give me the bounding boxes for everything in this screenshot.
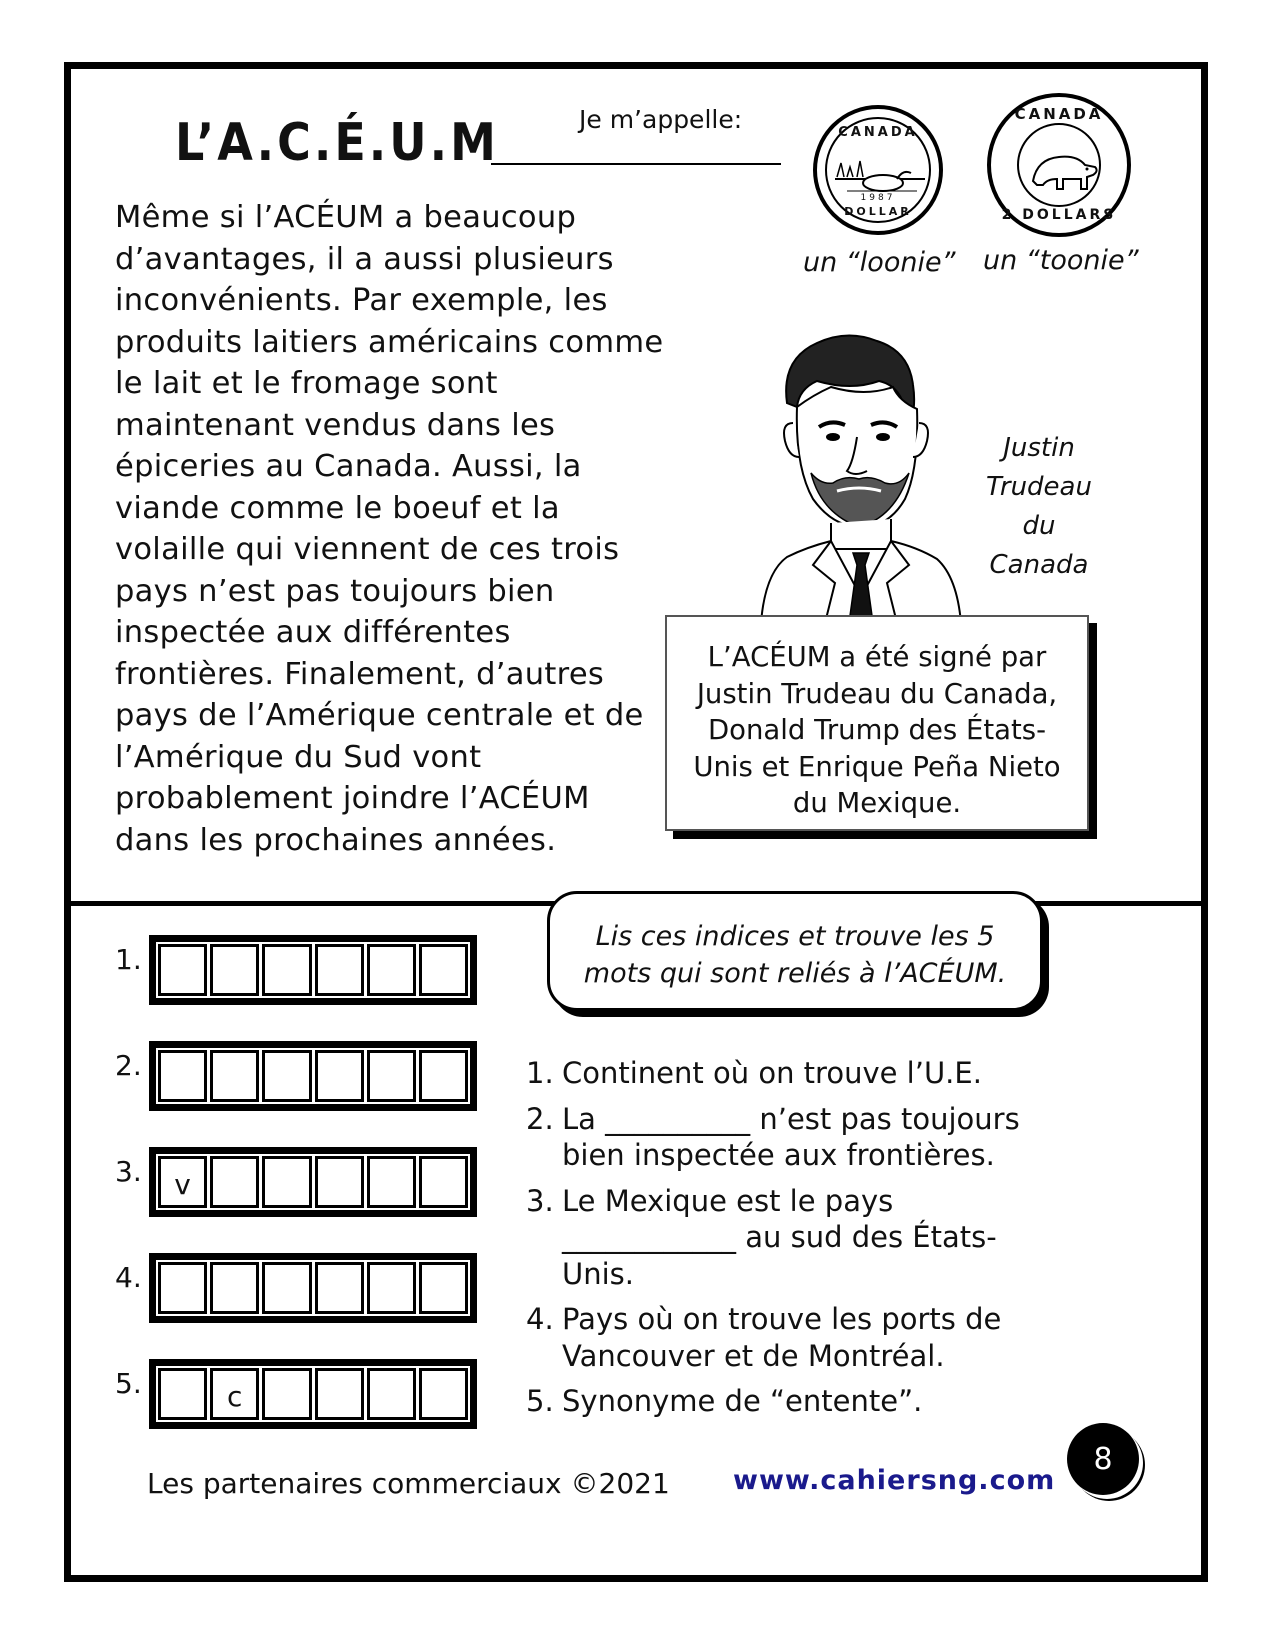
loonie-top-text: CANADA bbox=[838, 125, 918, 140]
portrait-illustration bbox=[731, 323, 1001, 623]
letter-cell[interactable] bbox=[210, 1262, 259, 1314]
clue-line: Pays où on trouve les ports de bbox=[562, 1302, 1002, 1336]
signatories-line: Donald Trump des États- bbox=[707, 714, 1047, 746]
loonie-coin-icon bbox=[813, 105, 943, 235]
clue-item bbox=[526, 1101, 1086, 1174]
clue-item bbox=[526, 1183, 1086, 1293]
paragraph-line: inspectée aux différentes bbox=[115, 615, 511, 650]
clue-number: 5. bbox=[526, 1384, 554, 1418]
letter-boxes bbox=[149, 935, 477, 1005]
caption-line: Justin bbox=[1003, 433, 1075, 463]
instruction-line: Lis ces indices et trouve les 5 bbox=[595, 921, 995, 952]
clue-item bbox=[526, 1383, 1086, 1420]
letter-cell[interactable] bbox=[419, 1050, 468, 1102]
letter-cell[interactable] bbox=[367, 1262, 416, 1314]
paragraph-line: dans les prochaines années. bbox=[115, 822, 557, 858]
footer-copyright: Les partenaires commerciaux ©2021 bbox=[147, 1467, 670, 1500]
clue-line: Unis. bbox=[562, 1256, 634, 1291]
letter-cell[interactable] bbox=[210, 944, 259, 996]
letter-cell[interactable] bbox=[315, 1368, 364, 1420]
word-number: 5. bbox=[115, 1367, 142, 1400]
letter-cell[interactable] bbox=[419, 944, 468, 996]
paragraph-line: produits laitiers américains comme bbox=[115, 324, 664, 360]
clue-number: 4. bbox=[526, 1302, 554, 1336]
letter-cell[interactable] bbox=[262, 1262, 311, 1314]
word-number: 4. bbox=[115, 1261, 142, 1294]
paragraph-line: volaille qui viennent de ces trois bbox=[115, 532, 620, 567]
paragraph-line: l’Amérique du Sud vont bbox=[115, 739, 482, 775]
clue-item bbox=[526, 1301, 1086, 1374]
paragraph-line: maintenant vendus dans les bbox=[115, 407, 556, 443]
worksheet-page bbox=[64, 62, 1208, 1582]
paragraph-line: pays de l’Amérique centrale et de bbox=[115, 698, 644, 733]
letter-cell[interactable] bbox=[210, 1156, 259, 1208]
letter-cell[interactable] bbox=[367, 1050, 416, 1102]
instruction-line: mots qui sont reliés à l’ACÉUM. bbox=[583, 958, 1007, 989]
letter-cell[interactable]: c bbox=[210, 1368, 259, 1420]
letter-cell[interactable] bbox=[210, 1050, 259, 1102]
letter-cell[interactable] bbox=[262, 1050, 311, 1102]
letter-boxes bbox=[149, 1147, 477, 1217]
main-paragraph bbox=[115, 197, 675, 861]
letter-boxes bbox=[149, 1253, 477, 1323]
page-title: L’A.C.É.U.M bbox=[175, 111, 499, 173]
clue-line: Synonyme de “entente”. bbox=[562, 1384, 923, 1418]
letter-cell[interactable] bbox=[315, 1156, 364, 1208]
letter-boxes bbox=[149, 1041, 477, 1111]
letter-cell[interactable] bbox=[419, 1262, 468, 1314]
clue-line: Vancouver et de Montréal. bbox=[562, 1338, 945, 1373]
portrait-caption bbox=[979, 429, 1099, 585]
name-blank-line bbox=[491, 163, 781, 165]
clue-line: Le Mexique est le pays bbox=[562, 1183, 894, 1218]
signatories-line: L’ACÉUM a été signé par bbox=[707, 641, 1047, 673]
letter-cell[interactable] bbox=[262, 1156, 311, 1208]
letter-cell[interactable] bbox=[419, 1368, 468, 1420]
paragraph-line: Même si l’ACÉUM a beaucoup bbox=[115, 200, 577, 235]
clue-number: 3. bbox=[526, 1183, 554, 1218]
caption-line: du Canada bbox=[989, 511, 1089, 580]
letter-cell[interactable] bbox=[315, 944, 364, 996]
paragraph-line: inconvénients. Par exemple, les bbox=[115, 283, 608, 318]
letter-cell[interactable] bbox=[262, 1368, 311, 1420]
toonie-top-text: CANADA bbox=[1014, 105, 1104, 123]
letter-cell[interactable] bbox=[315, 1050, 364, 1102]
letter-cell[interactable]: v bbox=[158, 1156, 207, 1208]
clue-list bbox=[526, 1055, 1086, 1429]
clue-line: La __________ n’est pas toujours bbox=[562, 1101, 1020, 1136]
word-number: 1. bbox=[115, 943, 142, 976]
caption-line: Trudeau bbox=[986, 472, 1092, 502]
letter-cell[interactable] bbox=[262, 944, 311, 996]
page-number-badge: 8 bbox=[1067, 1423, 1139, 1495]
letter-cell[interactable] bbox=[158, 1050, 207, 1102]
signatories-line: du Mexique. bbox=[792, 787, 962, 819]
clue-line: ____________ au sud des États- bbox=[562, 1220, 997, 1254]
paragraph-line: viande comme le boeuf et la bbox=[115, 490, 560, 526]
instruction-box bbox=[547, 891, 1043, 1011]
letter-cell[interactable] bbox=[419, 1156, 468, 1208]
word-number: 2. bbox=[115, 1049, 142, 1082]
letter-cell[interactable] bbox=[158, 944, 207, 996]
toonie-coin-icon bbox=[987, 93, 1131, 237]
clue-number: 2. bbox=[526, 1101, 554, 1136]
letter-cell[interactable] bbox=[367, 944, 416, 996]
letter-cell[interactable] bbox=[367, 1156, 416, 1208]
paragraph-line: d’avantages, il a aussi plusieurs bbox=[115, 241, 614, 277]
clue-line: Continent où on trouve l’U.E. bbox=[562, 1056, 982, 1090]
paragraph-line: épiceries au Canada. Aussi, la bbox=[115, 449, 582, 484]
paragraph-line: le lait et le fromage sont bbox=[115, 366, 498, 401]
name-label: Je m’appelle: bbox=[579, 105, 743, 134]
toonie-caption: un “toonie” bbox=[983, 245, 1139, 276]
paragraph-line: probablement joindre l’ACÉUM bbox=[115, 781, 590, 816]
loonie-bottom-text: DOLLAR bbox=[844, 205, 912, 218]
signatories-line: Unis et Enrique Peña Nieto bbox=[693, 750, 1061, 783]
paragraph-line: frontières. Finalement, d’autres bbox=[115, 656, 605, 692]
loonie-caption: un “loonie” bbox=[803, 247, 956, 278]
clue-number: 1. bbox=[526, 1056, 554, 1090]
signatories-box bbox=[665, 615, 1089, 831]
toonie-bottom-text: 2 DOLLARS bbox=[1001, 207, 1117, 223]
letter-cell[interactable] bbox=[158, 1368, 207, 1420]
word-number: 3. bbox=[115, 1155, 142, 1188]
letter-cell[interactable] bbox=[315, 1262, 364, 1314]
footer-website-link[interactable]: www.cahiersng.com bbox=[733, 1465, 1056, 1496]
signatories-line: Justin Trudeau du Canada, bbox=[696, 677, 1058, 710]
clue-item bbox=[526, 1055, 1086, 1092]
letter-cell[interactable] bbox=[367, 1368, 416, 1420]
paragraph-line: pays n’est pas toujours bien bbox=[115, 573, 555, 609]
loonie-year: 1987 bbox=[860, 193, 896, 203]
letter-cell[interactable] bbox=[158, 1262, 207, 1314]
clue-line: bien inspectée aux frontières. bbox=[562, 1138, 995, 1172]
letter-boxes bbox=[149, 1359, 477, 1429]
